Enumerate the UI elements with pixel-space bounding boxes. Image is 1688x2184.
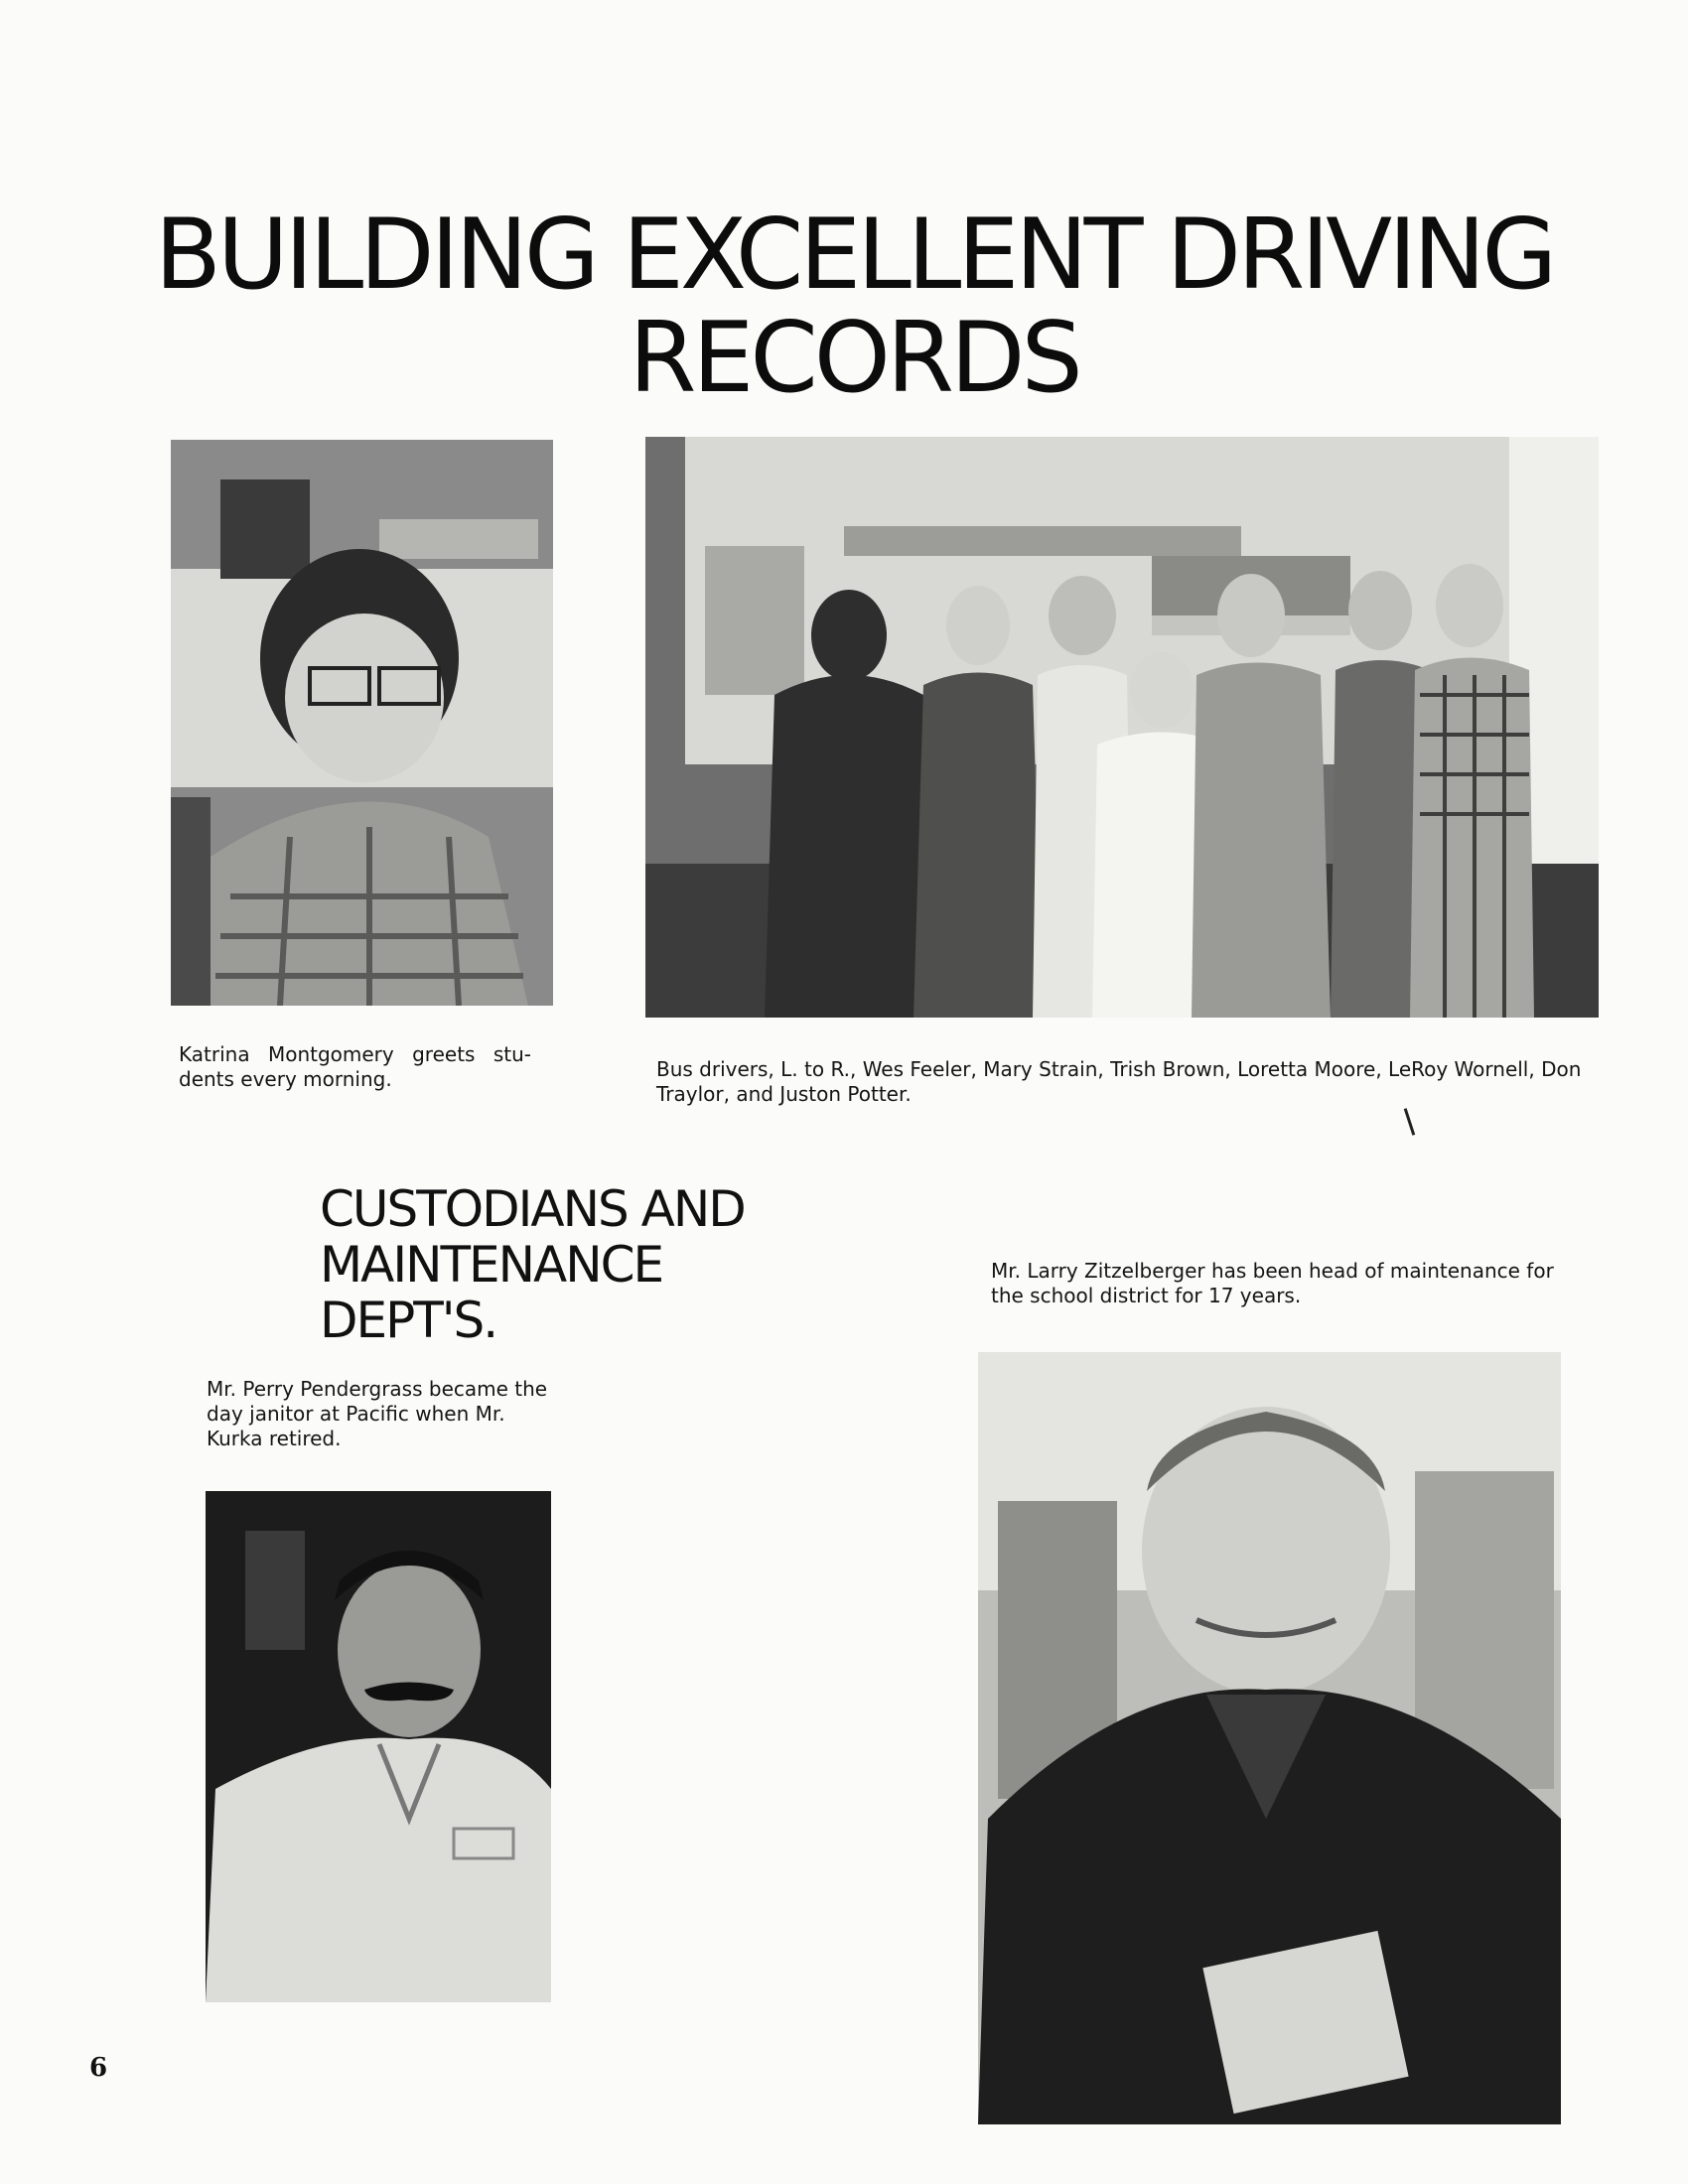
section-heading-line-1: CUSTODIANS AND bbox=[320, 1180, 745, 1238]
zitzelberger-photo bbox=[978, 1352, 1561, 2124]
page-title-line-1: BUILDING EXCELLENT DRIVING bbox=[154, 199, 1554, 312]
stray-mark bbox=[1404, 1108, 1416, 1136]
bus-drivers-photo-art bbox=[645, 437, 1599, 1018]
page-number: 6 bbox=[89, 2053, 108, 2083]
page-title bbox=[129, 199, 1579, 415]
zitzelberger-photo-art bbox=[978, 1352, 1561, 2124]
katrina-photo bbox=[171, 440, 553, 1006]
katrina-photo-art bbox=[171, 440, 553, 1006]
page-title-line-2: RECORDS bbox=[629, 302, 1079, 415]
pendergrass-caption: Mr. Perry Pendergrass became the day janitor at Pacific when Mr. Kurka retired. bbox=[207, 1377, 548, 1450]
bus-drivers-photo bbox=[645, 437, 1599, 1018]
pendergrass-photo bbox=[206, 1491, 551, 2002]
section-heading-line-2: MAINTENANCE bbox=[320, 1236, 663, 1294]
bus-drivers-caption: Bus drivers, L. to R., Wes Feeler, Mary Strain, Trish Brown, Loretta Moore, LeRoy Wornell, Don Traylor, and Juston Potter. bbox=[656, 1057, 1582, 1106]
katrina-caption: Katrina Montgomery greets stu-dents every morning. bbox=[179, 1042, 531, 1091]
pendergrass-photo-art bbox=[206, 1491, 551, 2002]
section-heading-line-3: DEPT'S. bbox=[320, 1292, 497, 1349]
zitzelberger-caption: Mr. Larry Zitzelberger has been head of maintenance for the school district for 17 years. bbox=[991, 1259, 1554, 1307]
section-heading bbox=[320, 1181, 757, 1348]
